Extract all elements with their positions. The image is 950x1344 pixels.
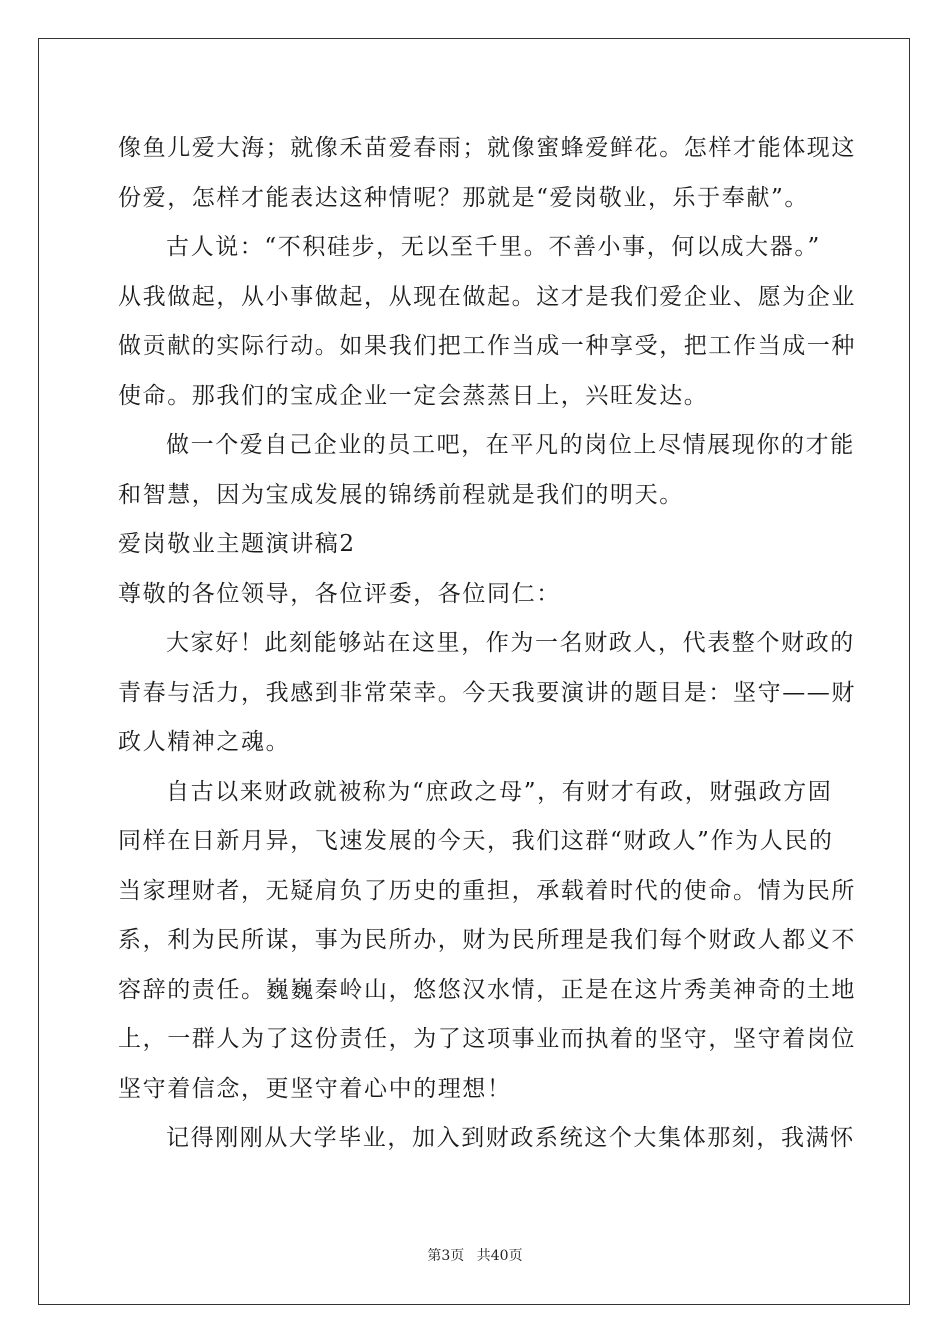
text-line: 份爱，怎样才能表达这种情呢？那就是“爱岗敬业，乐于奉献”。: [118, 184, 809, 211]
text-line: 使命。那我们的宝成企业一定会蒸蒸日上，兴旺发达。: [118, 382, 709, 409]
paragraph-start: 自古以来财政就被称为“庶政之母”，有财才有政，财强政方固: [166, 778, 833, 805]
text-line: 坚守着信念，更坚守着心中的理想！: [118, 1075, 512, 1102]
page-footer: [0, 1245, 950, 1265]
text-line: 政人精神之魂。: [118, 729, 291, 755]
salutation: 尊敬的各位领导，各位评委，各位同仁：: [118, 580, 561, 607]
document-body: [118, 124, 856, 1164]
text-line: 当家理财者，无疑肩负了历史的重担，承载着时代的使命。情为民所: [118, 877, 856, 904]
paragraph-start: 古人说：“不积硅步，无以至千里。不善小事，何以成大器。”: [166, 234, 821, 260]
text-line: 上，一群人为了这份责任，为了这项事业而执着的坚守，坚守着岗位: [118, 1026, 856, 1052]
text-line: 同样在日新月异，飞速发展的今天，我们这群“财政人”作为人民的: [118, 828, 834, 854]
text-line: 系，利为民所谋，事为民所办，财为民所理是我们每个财政人都义不: [118, 927, 856, 953]
paragraph-start: 做一个爱自己企业的员工吧，在平凡的岗位上尽情展现你的才能: [166, 432, 855, 458]
text-line: 像鱼儿爱大海；就像禾苗爱春雨；就像蜜蜂爱鲜花。怎样才能体现这: [118, 135, 856, 161]
text-line: 容辞的责任。巍巍秦岭山，悠悠汉水情，正是在这片秀美神奇的土地: [118, 976, 856, 1003]
text-line: 做贡献的实际行动。如果我们把工作当成一种享受，把工作当成一种: [118, 333, 856, 359]
text-line: 青春与活力，我感到非常荣幸。今天我要演讲的题目是：坚守——财: [118, 679, 856, 706]
text-line: 和智慧，因为宝成发展的锦绣前程就是我们的明天。: [118, 481, 684, 508]
section-heading: 爱岗敬业主题演讲稿2: [118, 531, 356, 557]
text-line: 从我做起，从小事做起，从现在做起。这才是我们爱企业、愿为企业: [118, 283, 856, 310]
page-total: 共40页: [476, 1248, 523, 1264]
page-number: 第3页: [427, 1248, 465, 1264]
paragraph-start: 大家好！此刻能够站在这里，作为一名财政人，代表整个财政的: [166, 630, 855, 656]
paragraph-start: 记得刚刚从大学毕业，加入到财政系统这个大集体那刻，我满怀: [166, 1125, 855, 1151]
